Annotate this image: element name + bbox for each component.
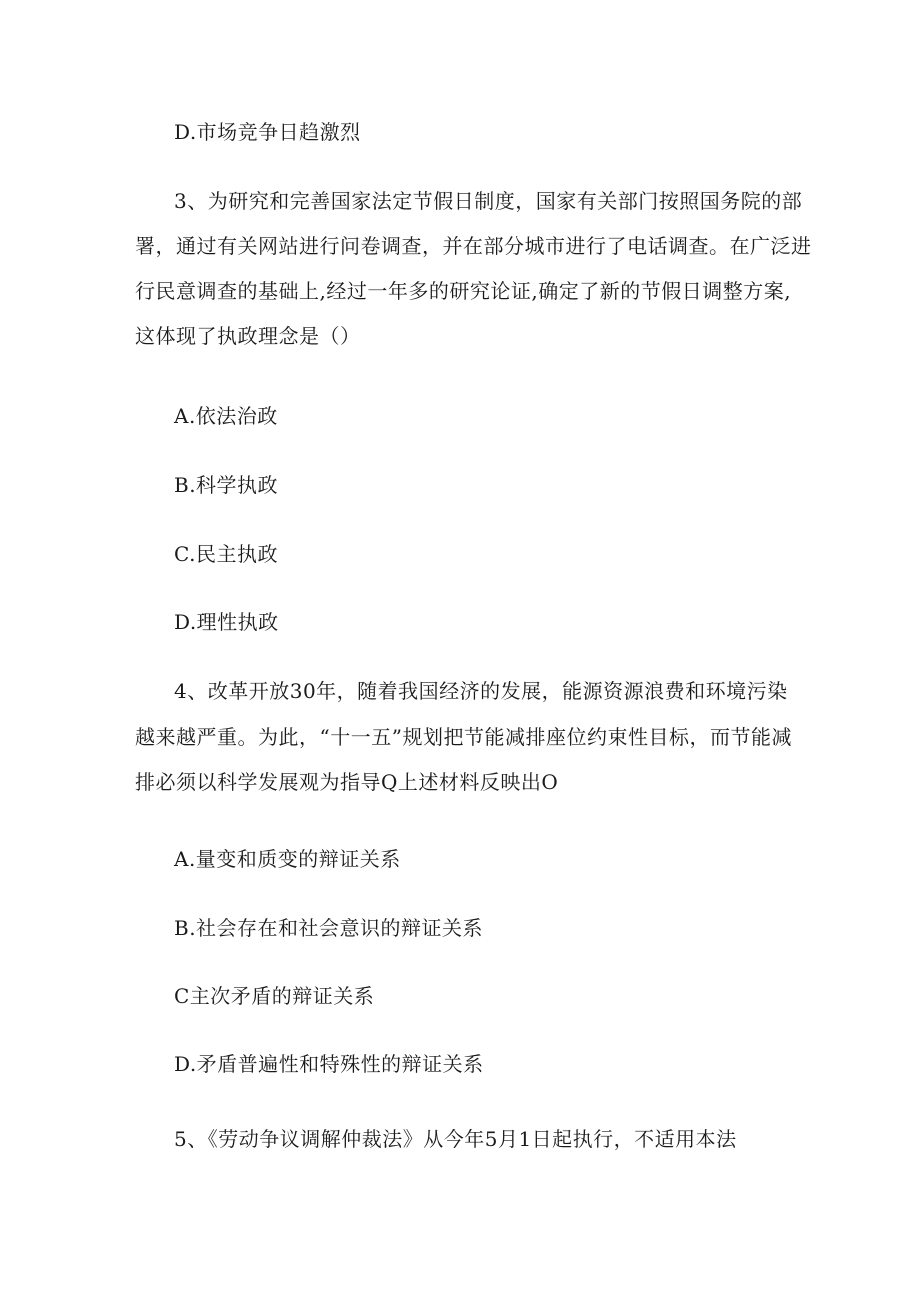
q4-text-line-2: 越来越严重。为此，“十一五”规划把节能减排座位约束性目标，而节能减 [135, 725, 792, 749]
q4-option-b: B.社会存在和社会意识的辩证关系 [174, 916, 484, 940]
q3-option-a: A.依法治政 [174, 404, 278, 428]
q4-text-line-3: 排必须以科学发展观为指导Q上述材料反映出O [135, 770, 559, 794]
q3-text-line-4: 这体现了执政理念是（） [135, 324, 361, 348]
q2-option-d: D.市场竞争日趋激烈 [174, 120, 361, 144]
q3-text-line-1: 3、为研究和完善国家法定节假日制度，国家有关部门按照国务院的部 [174, 189, 803, 213]
q4-option-d: D.矛盾普遍性和特殊性的辩证关系 [174, 1052, 484, 1076]
q3-text-line-3: 行民意调查的基础上,经过一年多的研究论证,确定了新的节假日调整方案, [135, 279, 792, 303]
q3-text-line-2: 署，通过有关网站进行问卷调查，并在部分城市进行了电话调查。在广泛进 [135, 234, 812, 258]
q3-option-c: C.民主执政 [174, 542, 278, 566]
q3-option-d: D.理性执政 [174, 610, 279, 634]
q5-text-line-1: 5、《劳动争议调解仲裁法》从今年5月1日起执行，不适用本法 [174, 1127, 737, 1151]
q4-option-a: A.量变和质变的辩证关系 [174, 847, 401, 871]
q4-text-line-1: 4、改革开放30年，随着我国经济的发展，能源资源浪费和环境污染 [174, 679, 788, 703]
q4-option-c: C主次矛盾的辩证关系 [174, 984, 375, 1008]
q3-option-b: B.科学执政 [174, 473, 279, 497]
